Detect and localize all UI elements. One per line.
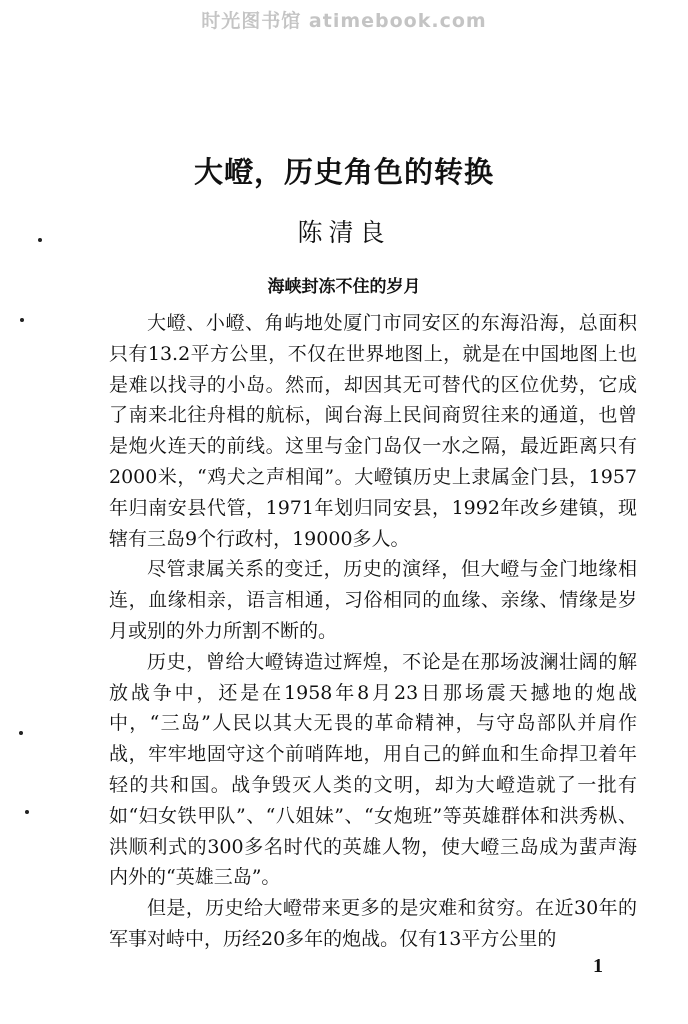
watermark: 时光图书馆 atimebook.com: [201, 10, 487, 32]
paragraph: 大嶝、小嶝、角屿地处厦门市同安区的东海沿海，总面积只有13.2平方公里，不仅在世界地图上，就是在中国地图上也是难以找寻的小岛。然而，却因其无可替代的区位优势，它成了南来北往舟楫的航标，闽台海上民间商贸往来的通道，也曾是炮火连天的前线。这里与金门岛仅一水之隔，最近距离只有2000米，“鸡犬之声相闻”。大嶝镇历史上隶属金门县，1957年归南安县代管，1971年划归同安县，1992年改乡建镇，现辖有三岛9个行政村，19000多人。: [109, 312, 637, 550]
paragraph: 历史，曾给大嶝铸造过辉煌，不论是在那场波澜壮阔的解放战争中，还是在1958年8月23日那场震天撼地的炮战中，“三岛”人民以其大无畏的革命精神，与守岛部队并肩作战，牢牢地固守这个前哨阵地，用自己的鲜血和生命捍卫着年轻的共和国。战争毁灭人类的文明，却为大嶝造就了一批有如“妇女铁甲队”、“八姐妹”、“女炮班”等英雄群体和洪秀枞、洪顺利式的300多名时代的英雄人物，使大嶝三岛成为蜚声海内外的“英雄三岛”。: [109, 650, 637, 889]
page-title: 大嶝，历史角色的转换: [193, 155, 494, 189]
margin-speck: [19, 731, 23, 735]
margin-speck: [20, 318, 24, 322]
author-name: 陈清良: [297, 218, 391, 247]
margin-speck: [38, 238, 42, 242]
body-text: [109, 308, 637, 955]
margin-speck: [25, 810, 29, 814]
page-number: 1: [593, 955, 603, 977]
paragraph: 尽管隶属关系的变迁，历史的演绎，但大嶝与金门地缘相连，血缘相亲，语言相通，习俗相同的血缘、亲缘、情缘是岁月或别的外力所割不断的。: [109, 558, 637, 642]
paragraph: 但是，历史给大嶝带来更多的是灾难和贫穷。在近30年的军事对峙中，历经20多年的炮战。仅有13平方公里的: [109, 897, 637, 950]
section-heading: 海峡封冻不住的岁月: [267, 277, 421, 297]
